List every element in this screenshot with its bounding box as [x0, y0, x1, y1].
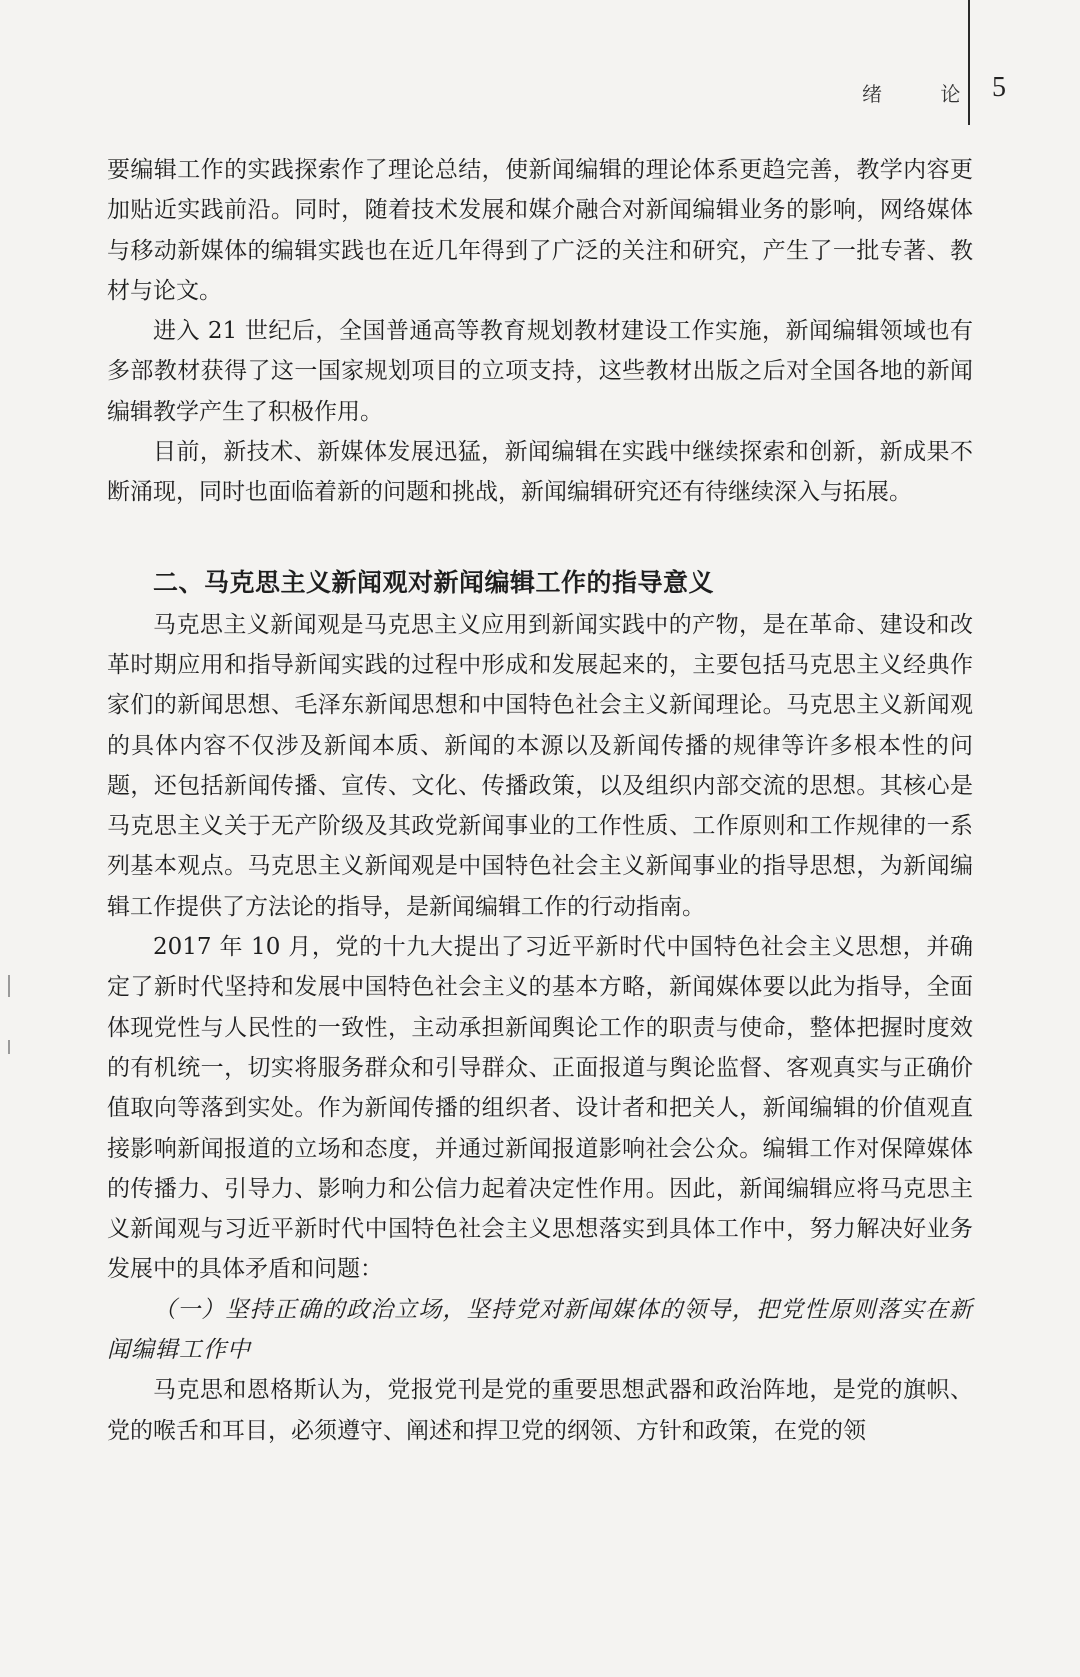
page-number: 5 [992, 72, 1006, 103]
page-header [0, 0, 1080, 140]
scan-margin-mark [8, 1040, 10, 1054]
body-paragraph: 马克思和恩格斯认为，党报党刊是党的重要思想武器和政治阵地，是党的旗帜、党的喉舌和耳目，必须遵守、阐述和捍卫党的纲领、方针和政策，在党的领 [107, 1377, 973, 1444]
body-paragraph: 要编辑工作的实践探索作了理论总结，使新闻编辑的理论体系更趋完善，教学内容更加贴近实践前沿。同时，随着技术发展和媒介融合对新闻编辑业务的影响，网络媒体与移动新媒体的编辑实践也在近几年得到了广泛的关注和研究，产生了一批专著、教材与论文。 [107, 157, 973, 304]
body-paragraph: 进入 21 世纪后，全国普通高等教育规划教材建设工作实施，新闻编辑领域也有多部教材获得了这一国家规划项目的立项支持，这些教材出版之后对全国各地的新闻编辑教学产生了积极作用。 [107, 318, 973, 425]
scan-margin-mark [8, 975, 10, 997]
body-paragraph: 马克思主义新闻观是马克思主义应用到新闻实践中的产物，是在革命、建设和改革时期应用和指导新闻实践的过程中形成和发展起来的，主要包括马克思主义经典作家们的新闻思想、毛泽东新闻思想和中国特色社会主义新闻理论。马克思主义新闻观的具体内容不仅涉及新闻本质、新闻的本源以及新闻传播的规律等许多根本性的问题，还包括新闻传播、宣传、文化、传播政策，以及组织内部交流的思想。其核心是马克思主义关于无产阶级及其政党新闻事业的工作性质、工作原则和工作规律的一系列基本观点。马克思主义新闻观是中国特色社会主义新闻事业的指导思想，为新闻编辑工作提供了方法论的指导，是新闻编辑工作的行动指南。 [107, 611, 973, 920]
section-heading: 二、马克思主义新闻观对新闻编辑工作的指导意义 [153, 567, 715, 597]
body-paragraph: 目前，新技术、新媒体发展迅猛，新闻编辑在实践中继续探索和创新，新成果不断涌现，同时也面临着新的问题和挑战，新闻编辑研究还有待继续深入与拓展。 [107, 439, 973, 506]
body-paragraph: 2017 年 10 月，党的十九大提出了习近平新时代中国特色社会主义思想，并确定了新时代坚持和发展中国特色社会主义的基本方略，新闻媒体要以此为指导，全面体现党性与人民性的一致性，主动承担新闻舆论工作的职责与使命，整体把握时度效的有机统一，切实将服务群众和引导群众、正面报道与舆论监督、客观真实与正确价值取向等落到实处。作为新闻传播的组织者、设计者和把关人，新闻编辑的价值观直接影响新闻报道的立场和态度，并通过新闻报道影响社会公众。编辑工作对保障媒体的传播力、引导力、影响力和公信力起着决定性作用。因此，新闻编辑应将马克思主义新闻观与习近平新时代中国特色社会主义思想落实到具体工作中，努力解决好业务发展中的具体矛盾和问题： [107, 934, 973, 1283]
subsection-heading: （一）坚持正确的政治立场，坚持党对新闻媒体的领导，把党性原则落实在新闻编辑工作中 [107, 1296, 973, 1364]
running-head: 绪 论 [862, 82, 987, 106]
page-body [107, 150, 973, 1451]
